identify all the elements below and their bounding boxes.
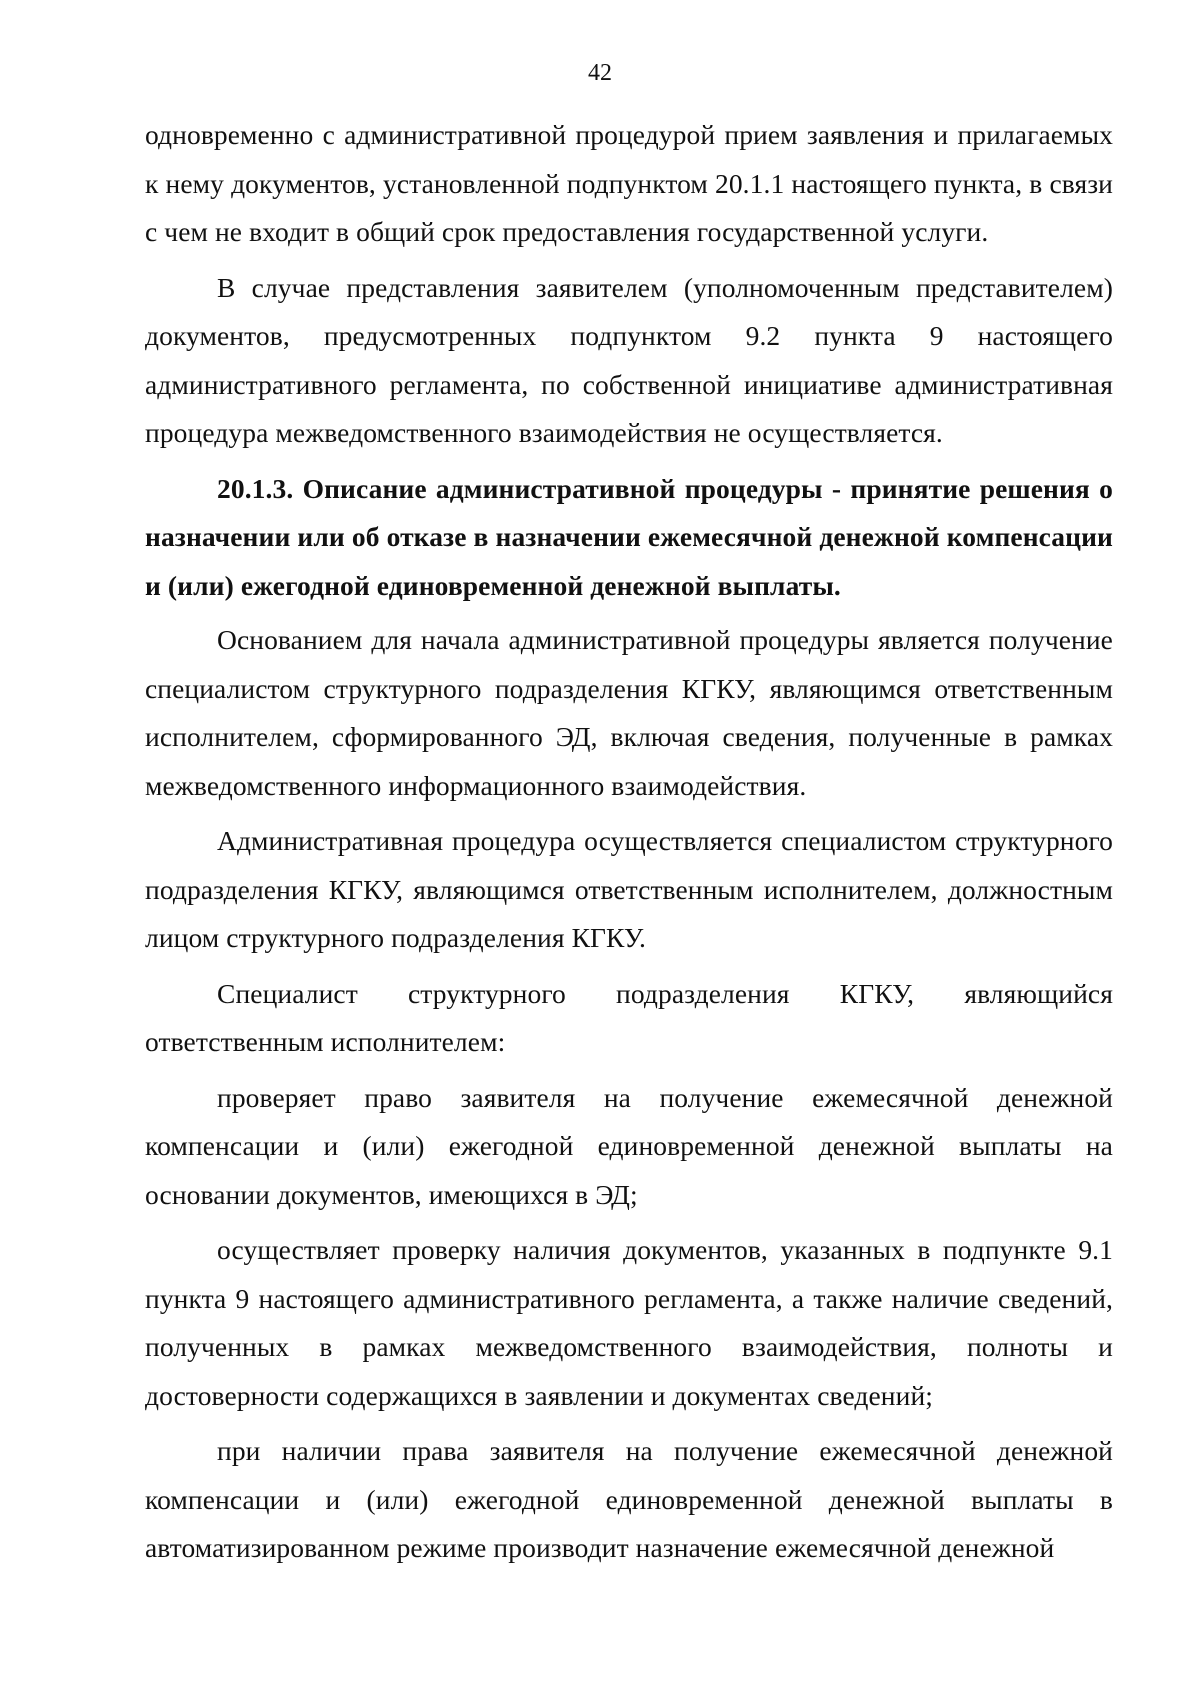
list-item-automated-assignment: при наличии права заявителя на получение ежемесячной денежной компенсации и (или) ежегодной единовременной денежной выплаты в автоматизированном режиме производит назначение ежемесячной денежной: [145, 1435, 1113, 1563]
document-body: [145, 111, 1113, 1580]
paragraph-performer: Административная процедура осуществляется специалистом структурного подразделения КГКУ, являющимся ответственным исполнителем, должностным лицом структурного подразделения КГКУ.: [145, 825, 1113, 953]
paragraph-basis: Основанием для начала административной процедуры является получение специалистом структурного подразделения КГКУ, являющимся ответственным исполнителем, сформированного ЭД, включая сведения, полученные в рамках межведомственного информационного взаимодействия.: [145, 624, 1113, 801]
paragraph-continuation: одновременно с административной процедурой прием заявления и прилагаемых к нему документов, установленной подпунктом 20.1.1 настоящего пункта, в связи с чем не входит в общий срок предоставления государственной услуги.: [145, 119, 1113, 247]
page-number: 42: [588, 60, 612, 86]
list-item-checks-right: проверяет право заявителя на получение ежемесячной денежной компенсации и (или) ежегодной единовременной денежной выплаты на основании документов, имеющихся в ЭД;: [145, 1081, 1113, 1210]
section-heading-20-1-3: 20.1.3. Описание административной процедуры - принятие решения о назначении или об отказе в назначении ежемесячной денежной компенсации и (или) ежегодной единовременной денежной выплаты.: [145, 472, 1113, 601]
paragraph-interagency-not-performed: В случае представления заявителем (уполномоченным представителем) документов, предусмотренных подпунктом 9.2 пункта 9 настоящего административного регламента, по собственной инициативе административная процедура межведомственного взаимодействия не осуществляется.: [145, 271, 1113, 448]
list-item-checks-documents: осуществляет проверку наличия документов, указанных в подпункте 9.1 пункта 9 настоящего административного регламента, а также наличие сведений, полученных в рамках межведомственного взаимодействия, полноты и достоверности содержащихся в заявлении и документах сведений;: [145, 1234, 1113, 1411]
paragraph-specialist-intro: Специалист структурного подразделения КГКУ, являющийся ответственным исполнителем:: [145, 977, 1113, 1057]
